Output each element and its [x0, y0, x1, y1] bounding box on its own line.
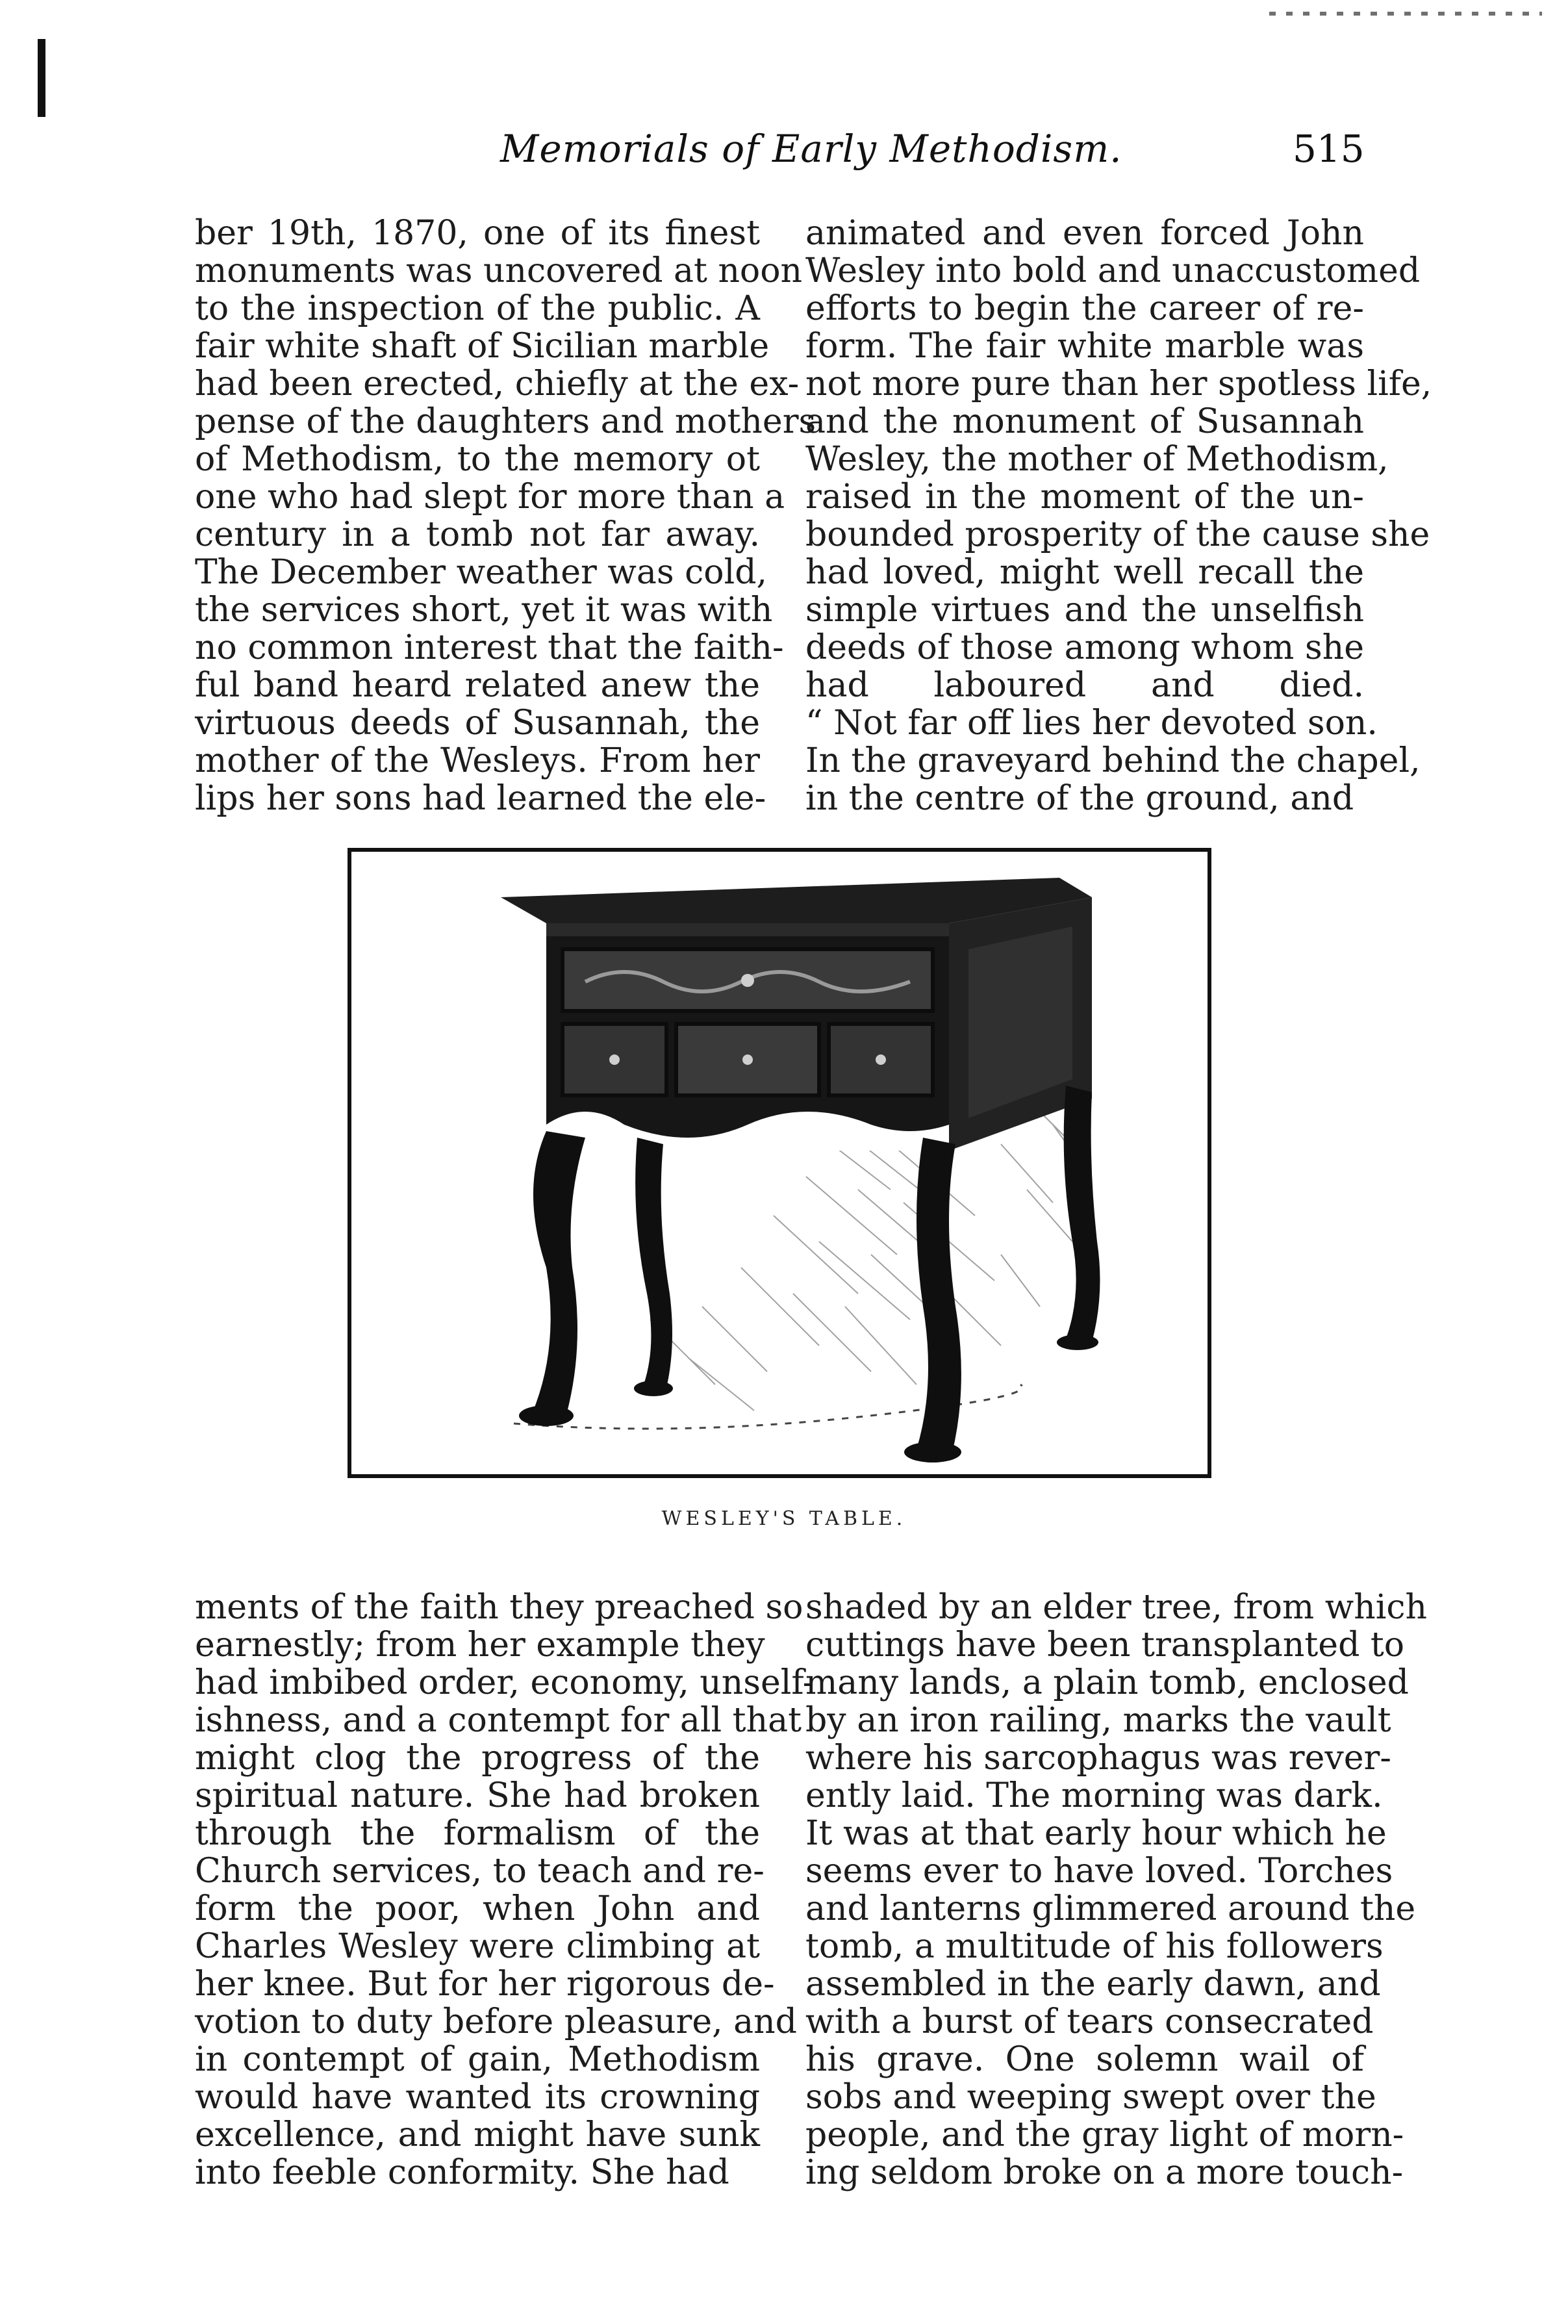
- page-number: 515: [1293, 127, 1365, 171]
- text-line: seems ever to have loved. Torches: [805, 1852, 1393, 1891]
- text-line: and lanterns glimmered around the: [805, 1889, 1416, 1928]
- text-line: one who had slept for more than a: [195, 478, 785, 517]
- text-line: Wesley into bold and unaccustomed: [805, 251, 1421, 290]
- text-line: no common interest that the faith-: [195, 628, 784, 667]
- text-line: fair white shaft of Sicilian marble: [195, 327, 770, 366]
- text-line: ful band heard related anew the: [195, 666, 760, 705]
- text-line: had loved, might well recall the: [805, 553, 1364, 592]
- text-line: deeds of those among whom she: [805, 628, 1364, 667]
- text-line: ing seldom broke on a more touch-: [805, 2153, 1404, 2192]
- text-line: by an iron railing, marks the vault: [805, 1701, 1391, 1740]
- column-right-bottom: [805, 1588, 1427, 2192]
- text-line: many lands, a plain tomb, enclosed: [805, 1663, 1409, 1702]
- text-line: century in a tomb not far away.: [195, 515, 760, 554]
- figure-wesleys-table: [348, 848, 1211, 1478]
- text-line: of Methodism, to the memory ot: [195, 440, 760, 479]
- text-line: simple virtues and the unselfish: [805, 591, 1364, 630]
- text-line: had laboured and died.: [805, 666, 1364, 705]
- column-left-top: [195, 214, 816, 818]
- text-line: his grave. One solemn wail of: [805, 2040, 1364, 2079]
- text-line: votion to duty before pleasure, and: [195, 2002, 797, 2041]
- text-line: where his sarcophagus was rever-: [805, 1739, 1391, 1778]
- text-line: cuttings have been transplanted to: [805, 1626, 1405, 1665]
- text-line: “ Not far off lies her devoted son.: [805, 704, 1378, 743]
- column-right-top: [805, 214, 1432, 818]
- scan-edge-mark: [1269, 12, 1542, 16]
- scan-margin-mark: [38, 39, 45, 117]
- text-line: had imbibed order, economy, unself-: [195, 1663, 815, 1702]
- text-line: animated and even forced John: [805, 214, 1364, 253]
- text-line: ishness, and a contempt for all that: [195, 1701, 802, 1740]
- table-illustration: [351, 852, 1208, 1474]
- text-line: tomb, a multitude of his followers: [805, 1927, 1384, 1966]
- column-left-bottom: [195, 1588, 815, 2192]
- text-line: not more pure than her spotless life,: [805, 364, 1432, 403]
- text-line: and the monument of Susannah: [805, 402, 1364, 441]
- text-line: earnestly; from her example they: [195, 1626, 765, 1665]
- text-line: In the graveyard behind the chapel,: [805, 741, 1421, 780]
- text-line: efforts to begin the career of re-: [805, 289, 1364, 328]
- text-line: The December weather was cold,: [195, 553, 768, 592]
- text-line: had been erected, chiefly at the ex-: [195, 364, 800, 403]
- text-line: shaded by an elder tree, from which: [805, 1588, 1427, 1627]
- text-line: in the centre of the ground, and: [805, 779, 1354, 818]
- text-line: mother of the Wesleys. From her: [195, 741, 760, 780]
- text-line: Wesley, the mother of Methodism,: [805, 440, 1389, 479]
- text-line: assembled in the early dawn, and: [805, 1965, 1381, 2004]
- text-line: bounded prosperity of the cause she: [805, 515, 1430, 554]
- text-line: to the inspection of the public. A: [195, 289, 760, 328]
- text-line: It was at that early hour which he: [805, 1814, 1387, 1853]
- text-line: raised in the moment of the un-: [805, 478, 1364, 517]
- text-line: might clog the progress of the: [195, 1739, 760, 1778]
- text-line: her knee. But for her rigorous de-: [195, 1965, 775, 2004]
- figure-caption: WESLEY'S TABLE.: [661, 1507, 907, 1530]
- text-line: form the poor, when John and: [195, 1889, 760, 1928]
- text-line: spiritual nature. She had broken: [195, 1776, 760, 1815]
- text-line: Church services, to teach and re-: [195, 1852, 765, 1891]
- text-line: ber 19th, 1870, one of its finest: [195, 214, 760, 253]
- text-line: the services short, yet it was with: [195, 591, 773, 630]
- text-line: would have wanted its crowning: [195, 2078, 760, 2117]
- text-line: virtuous deeds of Susannah, the: [195, 704, 760, 743]
- text-line: sobs and weeping swept over the: [805, 2078, 1376, 2117]
- text-line: into feeble conformity. She had: [195, 2153, 729, 2192]
- text-line: ments of the faith they preached so: [195, 1588, 803, 1627]
- text-line: excellence, and might have sunk: [195, 2115, 760, 2154]
- text-line: ently laid. The morning was dark.: [805, 1776, 1383, 1815]
- text-line: monuments was uncovered at noon: [195, 251, 803, 290]
- text-line: form. The fair white marble was: [805, 327, 1364, 366]
- text-line: people, and the gray light of morn-: [805, 2115, 1404, 2154]
- text-line: pense of the daughters and mothers: [195, 402, 816, 441]
- text-line: lips her sons had learned the ele-: [195, 779, 766, 818]
- text-line: with a burst of tears consecrated: [805, 2002, 1374, 2041]
- text-line: Charles Wesley were climbing at: [195, 1927, 760, 1966]
- text-line: through the formalism of the: [195, 1814, 760, 1853]
- text-line: in contempt of gain, Methodism: [195, 2040, 760, 2079]
- running-title: Memorials of Early Methodism.: [500, 127, 1122, 171]
